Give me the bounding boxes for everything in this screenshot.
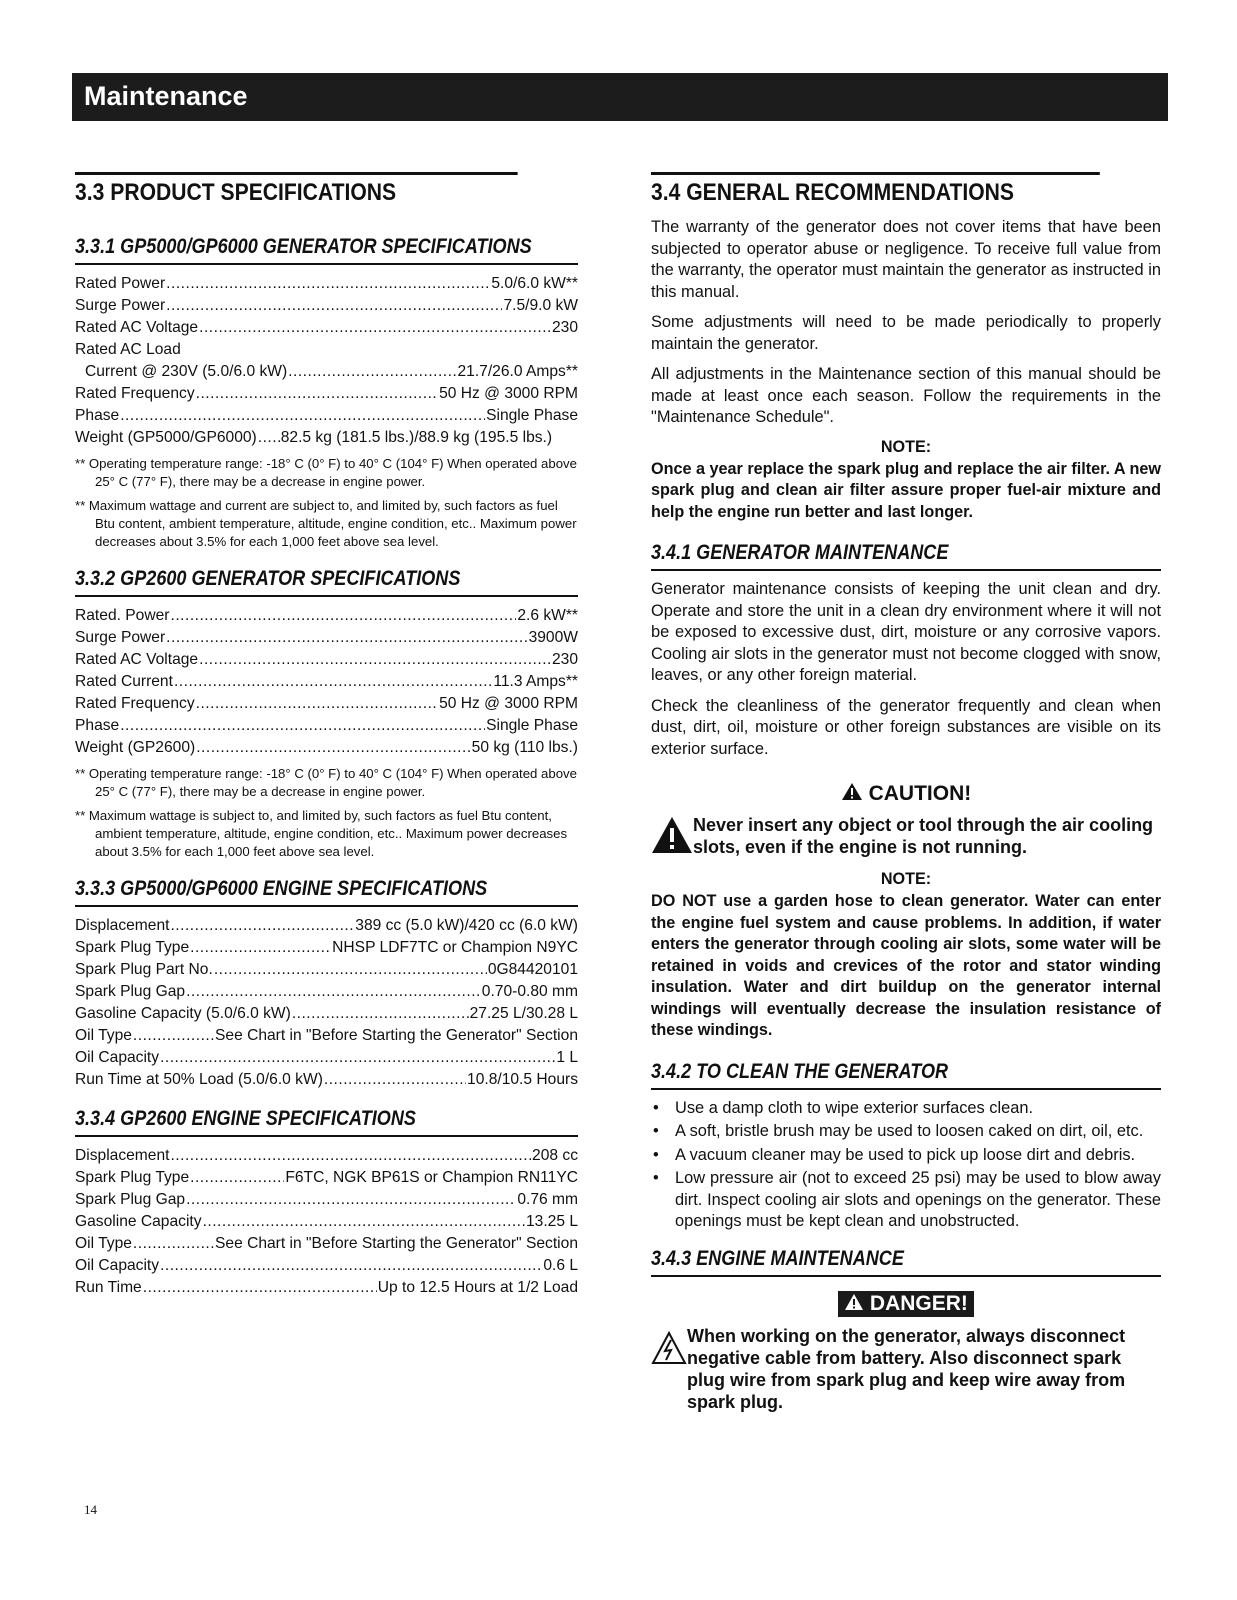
spec-row: Weight (GP2600) ..... 50 kg (110 lbs.) bbox=[75, 737, 578, 759]
spec-row: Spark Plug Gap ..... 0.70-0.80 mm bbox=[75, 981, 578, 1003]
footnote: ** Maximum wattage and current are subject to, and limited by, such factors as fuel Btu content, ambient temperature, altitude, engine condition, etc.. Maximum power decreases about 3.5% for each 1,000 feet above sea level. bbox=[75, 498, 577, 549]
subsection-title-3-4-1: 3.4.1 GENERATOR MAINTENANCE bbox=[651, 541, 1161, 571]
spec-row: Oil Capacity ..... 0.6 L bbox=[75, 1255, 578, 1277]
danger-message bbox=[651, 1325, 1161, 1413]
right-column bbox=[651, 172, 1161, 1413]
section-banner bbox=[72, 73, 1168, 121]
spec-row: Rated Power ..... 5.0/6.0 kW** bbox=[75, 273, 578, 295]
electric-shock-warning-icon bbox=[651, 1331, 687, 1365]
caution-heading bbox=[651, 782, 1161, 806]
footnote: ** Operating temperature range: -18° C (0° F) to 40° C (104° F) When operated above 25° C (77° F), there may be a decrease in engine power. bbox=[75, 456, 577, 489]
spec-row: Rated. Power ..... 2.6 kW** bbox=[75, 605, 578, 627]
paragraph: Some adjustments will need to be made periodically to properly maintain the generator. bbox=[651, 313, 1161, 353]
subsection-title-3-4-2: 3.4.2 TO CLEAN THE GENERATOR bbox=[651, 1060, 1161, 1090]
spec-row: Run Time ..... Up to 12.5 Hours at 1/2 Load bbox=[75, 1277, 578, 1299]
warning-triangle-icon bbox=[841, 782, 863, 801]
footnote: ** Operating temperature range: -18° C (0° F) to 40° C (104° F) When operated above 25° C (77° F), there may be a decrease in engine power. bbox=[75, 766, 577, 799]
warning-triangle-icon bbox=[844, 1293, 864, 1311]
paragraph: Generator maintenance consists of keeping the unit clean and dry. Operate and store the unit in a clean dry environment where it will not be exposed to excessive dust, dirt, moisture or any corrosive vapors. Cooling air slots in the generator must not become clogged with snow, leaves, or any other foreign material. bbox=[651, 580, 1161, 684]
left-column bbox=[75, 172, 578, 1299]
warning-triangle-icon bbox=[651, 816, 693, 854]
danger-label-box bbox=[838, 1291, 974, 1317]
spec-row: Spark Plug Type ..... F6TC, NGK BP61S or Champion RN11YC bbox=[75, 1167, 578, 1189]
note-heading: NOTE: bbox=[880, 437, 932, 456]
danger-label: DANGER! bbox=[869, 1291, 968, 1315]
list-item: • A soft, bristle brush may be used to loosen caked on dirt, oil, etc. bbox=[653, 1122, 1144, 1140]
spec-row: Weight (GP5000/GP6000) ..... 82.5 kg (181.5 lbs.)/88.9 kg (195.5 lbs.) bbox=[75, 427, 578, 449]
spec-row: Rated Current ..... 11.3 Amps** bbox=[75, 671, 578, 693]
spec-row: Oil Type ..... See Chart in "Before Starting the Generator" Section bbox=[75, 1025, 578, 1047]
spec-row: Oil Type ..... See Chart in "Before Starting the Generator" Section bbox=[75, 1233, 578, 1255]
spec-row: Oil Capacity ..... 1 L bbox=[75, 1047, 578, 1069]
spec-row: Spark Plug Gap ..... 0.76 mm bbox=[75, 1189, 578, 1211]
spec-row: Gasoline Capacity ..... 13.25 L bbox=[75, 1211, 578, 1233]
spec-row: Phase ..... Single Phase bbox=[75, 405, 578, 427]
spec-row: Displacement ..... 208 cc bbox=[75, 1145, 578, 1167]
danger-heading bbox=[651, 1291, 1161, 1317]
section-title-3-3: 3.3 PRODUCT SPECIFICATIONS bbox=[75, 172, 518, 213]
danger-text: When working on the generator, always disconnect negative cable from battery. Also disconnect spark plug wire from spark plug and keep wire away from spark plug. bbox=[687, 1325, 1126, 1412]
note-body: DO NOT use a garden hose to clean generator. Water can enter the engine fuel system and cause problems. In addition, if water enters the generator through cooling air slots, some water will be retained in voids and crevices of the rotor and stator winding insulation. Water and dirt buildup on the generator internal windings will eventually decrease the insulation resistance of these windings. bbox=[651, 892, 1161, 1039]
spec-row: Displacement ..... 389 cc (5.0 kW)/420 cc (6.0 kW) bbox=[75, 915, 578, 937]
caution-message bbox=[651, 814, 1161, 858]
spec-row: Spark Plug Type ..... NHSP LDF7TC or Champion N9YC bbox=[75, 937, 578, 959]
list-item: • A vacuum cleaner may be used to pick up loose dirt and debris. bbox=[653, 1145, 1136, 1164]
list-item: • Use a damp cloth to wipe exterior surfaces clean. bbox=[653, 1098, 1034, 1117]
gp5000-generator-spec-list bbox=[75, 273, 578, 449]
paragraph: All adjustments in the Maintenance section of this manual should be made at least once each season. Follow the requirements in the "Maintenance Schedule". bbox=[651, 365, 1161, 426]
cleaning-list bbox=[651, 1098, 1161, 1233]
caution-label: CAUTION! bbox=[868, 782, 972, 805]
spec-row: Surge Power ..... 7.5/9.0 kW bbox=[75, 295, 578, 317]
spec-row: Phase ..... Single Phase bbox=[75, 715, 578, 737]
page-number: 14 bbox=[84, 1502, 97, 1517]
spec-row: Rated AC Voltage ..... 230 bbox=[75, 649, 578, 671]
note-heading: NOTE: bbox=[880, 870, 932, 888]
paragraph: The warranty of the generator does not cover items that have been subjected to operator abuse or negligence. To receive full value from the warranty, the operator must maintain the generator as instructed in this manual. bbox=[651, 218, 1161, 301]
banner-title: Maintenance bbox=[84, 81, 248, 111]
list-item: • Low pressure air (not to exceed 25 psi) may be used to blow away dirt. Inspect cooling air slots and openings on the generator. These openings must be kept clean and unobstructed. bbox=[653, 1169, 1161, 1230]
subsection-title-3-3-3: 3.3.3 GP5000/GP6000 ENGINE SPECIFICATIONS bbox=[75, 877, 578, 907]
subsection-title-3-3-1: 3.3.1 GP5000/GP6000 GENERATOR SPECIFICATIONS bbox=[75, 235, 578, 265]
footnote: ** Maximum wattage is subject to, and limited by, such factors as fuel Btu content, ambient temperature, altitude, engine condition, etc.. Maximum power decreases about 3.5% for each 1,000 feet above sea level. bbox=[75, 808, 568, 859]
subsection-title-3-3-2: 3.3.2 GP2600 GENERATOR SPECIFICATIONS bbox=[75, 567, 578, 597]
spec-row: Rated AC Voltage ..... 230 bbox=[75, 317, 578, 339]
spec-row: Surge Power ..... 3900W bbox=[75, 627, 578, 649]
spec-row-label: Rated AC Load bbox=[75, 341, 181, 358]
subsection-title-3-3-4: 3.3.4 GP2600 ENGINE SPECIFICATIONS bbox=[75, 1107, 578, 1137]
gp2600-engine-spec-list bbox=[75, 1145, 578, 1299]
caution-text: Never insert any object or tool through the air cooling slots, even if the engine is not running. bbox=[693, 815, 1154, 857]
spec-row: Rated Frequency ..... 50 Hz @ 3000 RPM bbox=[75, 693, 578, 715]
spec-row: Run Time at 50% Load (5.0/6.0 kW) ..... 10.8/10.5 Hours bbox=[75, 1069, 578, 1091]
spec-row: Spark Plug Part No. ..... 0G84420101 bbox=[75, 959, 578, 981]
spec-row: Rated Frequency ..... 50 Hz @ 3000 RPM bbox=[75, 383, 578, 405]
gp5000-engine-spec-list bbox=[75, 915, 578, 1091]
spec-row: Current @ 230V (5.0/6.0 kW) ..... 21.7/26.0 Amps** bbox=[75, 361, 578, 383]
spec-row: Gasoline Capacity (5.0/6.0 kW) ..... 27.25 L/30.28 L bbox=[75, 1003, 578, 1025]
paragraph: Check the cleanliness of the generator frequently and clean when dust, dirt, oil, moisture or other foreign substances are visible on its exterior surface. bbox=[651, 696, 1161, 758]
gp2600-generator-spec-list bbox=[75, 605, 578, 759]
note-body: Once a year replace the spark plug and replace the air filter. A new spark plug and clean air filter assure proper fuel-air mixture and help the engine run better and last longer. bbox=[651, 459, 1161, 521]
section-title-3-4: 3.4 GENERAL RECOMMENDATIONS bbox=[651, 172, 1100, 213]
subsection-title-3-4-3: 3.4.3 ENGINE MAINTENANCE bbox=[651, 1247, 1161, 1277]
